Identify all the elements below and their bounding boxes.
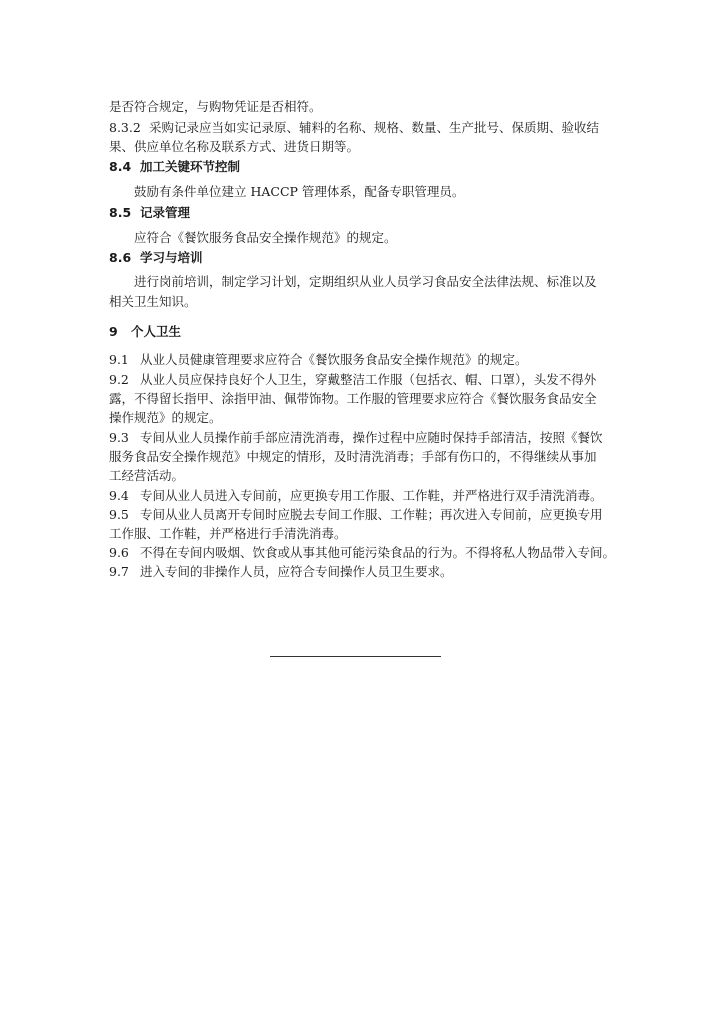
clause-number: 8.5: [109, 205, 132, 220]
clause-9-1: 9.1 从业人员健康管理要求应符合《餐饮服务食品安全操作规范》的规定。: [109, 352, 528, 367]
text-line: 是否符合规定，与购物凭证是否相符。: [109, 99, 322, 114]
clause-number: 9.7: [109, 564, 129, 579]
text-line: 操作规范》的规定。: [109, 410, 222, 425]
end-divider: [270, 656, 441, 657]
clause-number: 8.3.2: [109, 120, 141, 135]
clause-number: 9.2: [109, 372, 129, 387]
clause-number: 9: [109, 324, 118, 339]
clause-8-3-2: 8.3.2 采购记录应当如实记录原、辅料的名称、规格、数量、生产批号、保质期、验收结: [109, 120, 600, 135]
clause-number: 8.6: [109, 250, 132, 265]
heading-8-6: 8.6 学习与培训: [109, 250, 203, 265]
clause-9-6: 9.6 不得在专间内吸烟、饮食或从事其他可能污染食品的行为。不得将私人物品带入专间。: [109, 545, 616, 560]
text-line: 进行岗前培训，制定学习计划，定期组织从业人员学习食品安全法律法规、标准以及: [134, 274, 597, 289]
text-line: 工作服、工作鞋，并严格进行手清洗消毒。: [109, 526, 347, 541]
clause-9-4: 9.4 专间从业人员进入专间前，应更换专用工作服、工作鞋，并严格进行双手清洗消毒。: [109, 488, 603, 503]
clause-9-3: 9.3 专间从业人员操作前手部应清洗消毒，操作过程中应随时保持手部清洁，按照《餐饮: [109, 430, 603, 445]
clause-number: 8.4: [109, 159, 132, 174]
text-line: 工经营活动。: [109, 468, 185, 483]
text-line: 应符合《餐饮服务食品安全操作规范》的规定。: [134, 230, 397, 245]
heading-9: 9 个人卫生: [109, 324, 182, 339]
clause-number: 9.3: [109, 430, 129, 445]
heading-8-5: 8.5 记录管理: [109, 205, 191, 220]
clause-9-2: 9.2 从业人员应保持良好个人卫生，穿戴整洁工作服（包括衣、帽、口罩），头发不得外: [109, 372, 597, 387]
text-line: 相关卫生知识。: [109, 294, 197, 309]
clause-number: 9.6: [109, 545, 129, 560]
text-line: 果、供应单位名称及联系方式、进货日期等。: [109, 139, 360, 154]
text-line: 露，不得留长指甲、涂指甲油、佩带饰物。工作服的管理要求应符合《餐饮服务食品安全: [109, 391, 597, 406]
clause-number: 9.5: [109, 507, 129, 522]
clause-9-7: 9.7 进入专间的非操作人员，应符合专间操作人员卫生要求。: [109, 564, 453, 579]
text-line: 鼓励有条件单位建立 HACCP 管理体系，配备专职管理员。: [134, 184, 465, 199]
clause-number: 9.1: [109, 352, 129, 367]
text-line: 服务食品安全操作规范》中规定的情形，及时清洗消毒；手部有伤口的，不得继续从事加: [109, 449, 597, 464]
clause-number: 9.4: [109, 488, 129, 503]
heading-8-4: 8.4 加工关键环节控制: [109, 159, 241, 174]
clause-9-5: 9.5 专间从业人员离开专间时应脱去专间工作服、工作鞋；再次进入专间前，应更换专用: [109, 507, 603, 522]
